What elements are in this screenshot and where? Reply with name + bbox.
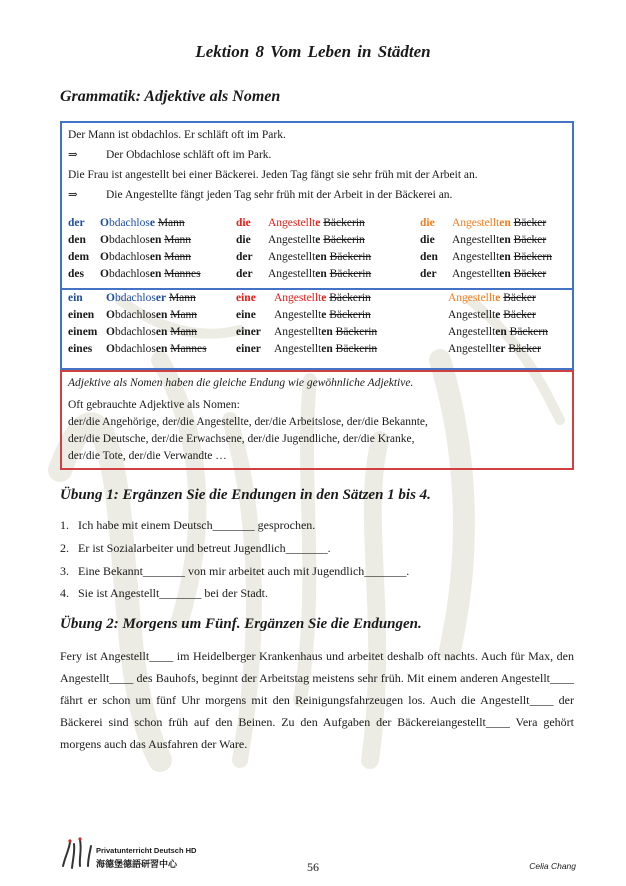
- adjective-ending: e: [315, 234, 321, 246]
- adjective-ending: en: [149, 234, 162, 246]
- adjective-ending: en: [155, 326, 168, 338]
- adjective-stem: Angestellt: [274, 343, 322, 355]
- adjective-stem: Angestellt: [448, 343, 496, 355]
- feminine-row: [236, 251, 371, 263]
- adjective-ending: en: [495, 326, 507, 338]
- struck-noun: Mann: [164, 251, 192, 263]
- masculine-row: [68, 326, 197, 338]
- article: die: [420, 234, 435, 246]
- list-intro: Oft gebrauchte Adjektive als Nomen:: [68, 399, 240, 411]
- adjective-stem: Angestellt: [448, 309, 496, 321]
- adjective-ending: en: [499, 234, 511, 246]
- struck-noun: Bäckern: [513, 251, 552, 263]
- adjective-ending: e: [495, 309, 501, 321]
- struck-noun: Mann: [157, 217, 185, 229]
- article: einen: [68, 309, 95, 321]
- adjective-ending: en: [155, 343, 168, 355]
- adjective-stem: Angestellt: [452, 234, 500, 246]
- adjective-ending: e: [321, 309, 327, 321]
- masculine-row: [68, 251, 191, 263]
- adjective-ending: en: [321, 326, 333, 338]
- noun-initial: O: [100, 234, 109, 246]
- school-name-zh: 海德堡德語研習中心: [96, 859, 178, 869]
- struck-noun: Bäckerin: [323, 217, 365, 229]
- adjective-stem: Angestellt: [268, 234, 316, 246]
- noun-initial: O: [100, 251, 109, 263]
- article: einem: [68, 326, 98, 338]
- struck-noun: Mann: [170, 309, 198, 321]
- struck-noun: Bäckerin: [329, 309, 371, 321]
- struck-noun: Bäcker: [503, 292, 536, 304]
- exercise-2-text: Fery ist Angestellt____ im Heidelberger Krankenhaus und arbeitet deshalb oft nachts. Auch für Max, den Angestellt____ des Bauhofs, beginnt der Arbeitstag meistens sehr früh. Mit einem anderen Angestellt____ fährt er schon um fünf Uhr morgens mit den Reinigungsfahrzeugen los. Auch die Angestellt____ der Bäckerei sind schon früh auf den Beinen. Zu den Aufgaben der Bäckereiangestellt____ Vera gehört morgens auch das Ausfahren der Ware.: [60, 649, 574, 751]
- adjective-stem: Angestellt: [268, 251, 316, 263]
- adjective-ending: e: [315, 217, 321, 229]
- adjective-stem: bdachlos: [108, 217, 150, 229]
- article: einer: [236, 343, 261, 355]
- adjective-ending: en: [499, 217, 511, 229]
- list-line-3: der/die Tote, der/die Verwandte …: [68, 450, 227, 462]
- masculine-row: [68, 234, 191, 246]
- adjective-stem: Angestellt: [274, 309, 322, 321]
- noun-initial: O: [106, 309, 115, 321]
- plural-row: [448, 326, 548, 338]
- note-box: [60, 370, 574, 470]
- masculine-row: [68, 268, 201, 280]
- feminine-row: [236, 309, 371, 321]
- struck-noun: Bäcker: [508, 343, 541, 355]
- struck-noun: Bäckerin: [329, 251, 372, 263]
- adjective-ending: en: [315, 251, 327, 263]
- feminine-row: [236, 343, 377, 355]
- struck-noun: Bäckerin: [335, 326, 378, 338]
- adjective-ending: en: [499, 251, 511, 263]
- adjective-stem: bdachlos: [108, 251, 150, 263]
- adjective-stem: Angestellt: [268, 217, 316, 229]
- article: die: [236, 234, 251, 246]
- struck-noun: Bäckern: [509, 326, 548, 338]
- arrow-icon: ⇒: [68, 189, 78, 201]
- struck-noun: Bäckerin: [323, 234, 365, 246]
- adjective-stem: bdachlos: [108, 234, 150, 246]
- noun-initial: O: [106, 292, 115, 304]
- example-result-2: ⇒ Die Angestellte fängt jeden Tag sehr früh mit der Arbeit in der Bäckerei an.: [68, 189, 453, 201]
- masculine-row: [68, 309, 197, 321]
- school-name-de: Privatunterricht Deutsch HD: [96, 846, 197, 855]
- article: die: [420, 217, 435, 229]
- article: den: [68, 234, 86, 246]
- author-name: Celia Chang: [529, 861, 576, 871]
- plural-row: [420, 217, 546, 229]
- exercise-1-item: 3. Eine Bekannt_______ von mir arbeitet auch mit Jugendlich_______.: [60, 564, 410, 578]
- adjective-ending: en: [149, 251, 162, 263]
- page-number: 56: [307, 860, 319, 874]
- plural-row: [420, 234, 546, 246]
- adjective-ending: en: [149, 268, 162, 280]
- adjective-ending: e: [495, 292, 501, 304]
- article: der: [236, 251, 253, 263]
- adjective-ending: en: [155, 309, 168, 321]
- adjective-ending: er: [155, 292, 167, 304]
- exercise-1-item: 2. Er ist Sozialarbeiter und betreut Jugendlich_______.: [60, 541, 331, 555]
- article: der: [68, 217, 85, 229]
- article: der: [420, 268, 437, 280]
- indefinite-article-box: [60, 288, 574, 370]
- noun-initial: O: [100, 268, 109, 280]
- adjective-stem: Angestellt: [452, 268, 500, 280]
- noun-initial: O: [106, 326, 115, 338]
- struck-noun: Bäcker: [503, 309, 536, 321]
- feminine-row: [236, 292, 371, 304]
- article: ein: [68, 292, 83, 304]
- definite-article-box: [60, 121, 574, 290]
- article: einer: [236, 326, 261, 338]
- masculine-row: [68, 292, 196, 304]
- plural-row: [448, 292, 536, 304]
- arrow-icon: ⇒: [68, 149, 78, 161]
- article: eine: [236, 292, 256, 304]
- struck-noun: Bäcker: [513, 217, 547, 229]
- exercise-1-heading: Übung 1: Ergänzen Sie die Endungen in den Sätzen 1 bis 4.: [60, 487, 431, 503]
- adjective-stem: bdachlos: [114, 326, 156, 338]
- article: eines: [68, 343, 93, 355]
- noun-initial: O: [106, 343, 115, 355]
- feminine-row: [236, 234, 365, 246]
- masculine-row: [68, 343, 207, 355]
- plural-row: [448, 309, 536, 321]
- article: den: [420, 251, 438, 263]
- struck-noun: Bäckerin: [329, 292, 371, 304]
- adjective-stem: Angestellt: [274, 326, 322, 338]
- struck-noun: Bäckerin: [335, 343, 378, 355]
- adjective-stem: Angestellt: [268, 268, 316, 280]
- example-sentence-1: Der Mann ist obdachlos. Er schläft oft im Park.: [68, 129, 286, 141]
- plural-row: [448, 343, 541, 355]
- adjective-stem: Angestellt: [452, 251, 500, 263]
- adjective-stem: bdachlos: [108, 268, 150, 280]
- struck-noun: Bäckerin: [329, 268, 372, 280]
- struck-noun: Mann: [168, 292, 196, 304]
- feminine-row: [236, 268, 371, 280]
- list-line-1: der/die Angehörige, der/die Angestellte, der/die Arbeitslose, der/die Bekannte,: [68, 416, 428, 428]
- adjective-ending: e: [149, 217, 155, 229]
- struck-noun: Bäcker: [513, 234, 547, 246]
- adjective-ending: en: [321, 343, 333, 355]
- plural-row: [420, 251, 552, 263]
- adjective-stem: bdachlos: [114, 292, 156, 304]
- article: der: [236, 268, 253, 280]
- article: eine: [236, 309, 256, 321]
- adjective-ending: en: [499, 268, 511, 280]
- adjective-ending: en: [315, 268, 327, 280]
- noun-initial: O: [100, 217, 109, 229]
- article: die: [236, 217, 251, 229]
- adjective-stem: Angestellt: [274, 292, 322, 304]
- exercise-1-item: 1. Ich habe mit einem Deutsch_______ gesprochen.: [60, 518, 316, 532]
- struck-noun: Bäcker: [513, 268, 547, 280]
- adjective-stem: Angestellt: [448, 292, 496, 304]
- rule-note: Adjektive als Nomen haben die gleiche Endung wie gewöhnliche Adjektive.: [68, 377, 414, 389]
- adjective-stem: Angestellt: [452, 217, 500, 229]
- exercise-2-heading: Übung 2: Morgens um Fünf. Ergänzen Sie die Endungen.: [60, 616, 422, 632]
- adjective-ending: er: [495, 343, 506, 355]
- exercise-1-item: 4. Sie ist Angestellt_______ bei der Stadt.: [60, 586, 268, 600]
- list-line-2: der/die Deutsche, der/die Erwachsene, der/die Jugendliche, der/die Kranke,: [68, 433, 415, 445]
- feminine-row: [236, 326, 377, 338]
- adjective-stem: bdachlos: [114, 309, 156, 321]
- struck-noun: Mann: [170, 326, 198, 338]
- adjective-ending: e: [321, 292, 327, 304]
- adjective-stem: Angestellt: [448, 326, 496, 338]
- example-sentence-2: Die Frau ist angestellt bei einer Bäckerei. Jeden Tag fängt sie sehr früh mit der Arbeit an.: [68, 169, 478, 181]
- example-result-1: ⇒ Der Obdachlose schläft oft im Park.: [68, 149, 272, 161]
- struck-noun: Mannes: [164, 268, 201, 280]
- grammar-heading: Grammatik: Adjektive als Nomen: [60, 88, 281, 105]
- feminine-row: [236, 217, 365, 229]
- article: des: [68, 268, 84, 280]
- struck-noun: Mannes: [170, 343, 207, 355]
- adjective-stem: bdachlos: [114, 343, 156, 355]
- masculine-row: [68, 217, 185, 229]
- article: dem: [68, 251, 90, 263]
- lesson-title: Lektion 8 Vom Leben in Städten: [195, 42, 431, 61]
- struck-noun: Mann: [164, 234, 192, 246]
- plural-row: [420, 268, 546, 280]
